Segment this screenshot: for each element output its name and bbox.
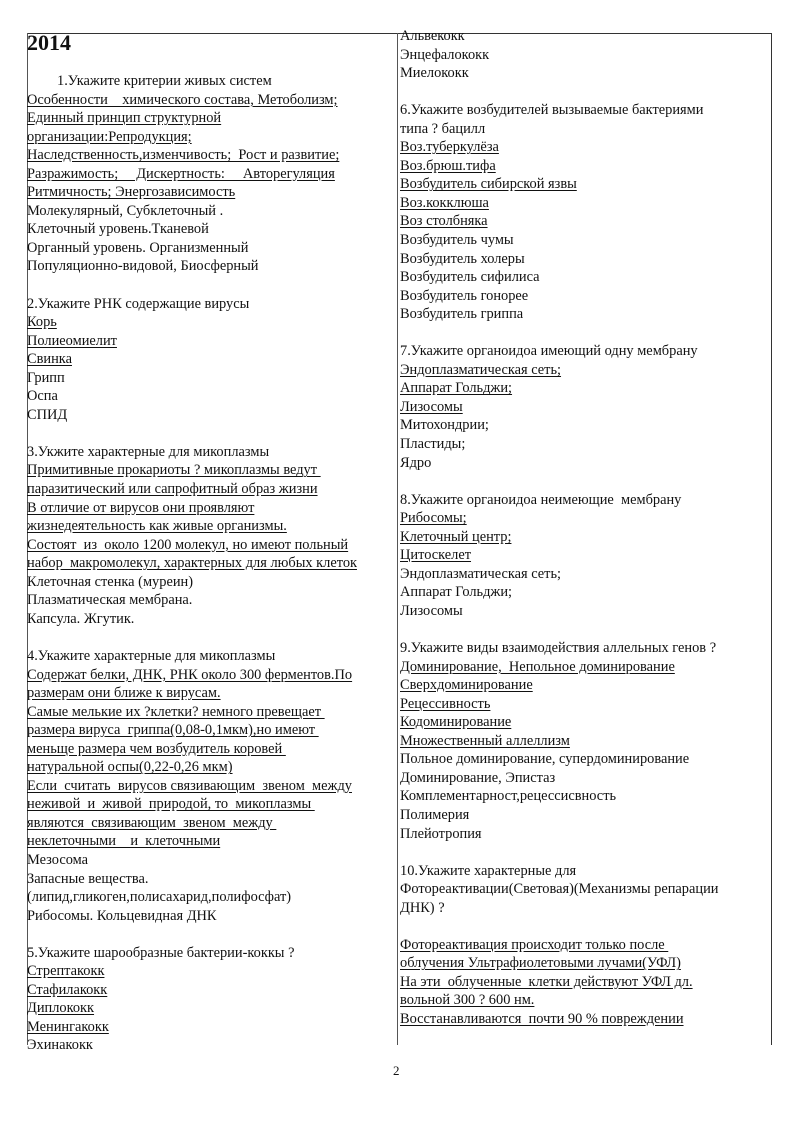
answer-line: Альвекокк bbox=[400, 28, 465, 44]
text-line bbox=[27, 1018, 397, 1037]
text-line bbox=[27, 387, 397, 406]
text-line bbox=[27, 907, 397, 926]
text-line bbox=[400, 862, 772, 881]
answer-line-underlined: Клеточный центр; bbox=[400, 528, 512, 545]
text-line bbox=[27, 647, 397, 666]
answer-line-underlined: являются связивающим звеном между bbox=[27, 814, 277, 831]
text-line bbox=[27, 703, 397, 722]
text-line bbox=[27, 499, 397, 518]
right-column bbox=[400, 27, 772, 1029]
answer-line: типа ? бацилл bbox=[400, 120, 486, 137]
question-heading: 3.Укжите характерные для микоплазмы bbox=[27, 443, 270, 460]
answer-line: Плейотропия bbox=[400, 825, 482, 842]
text-line bbox=[27, 777, 397, 796]
answer-line: Миелококк bbox=[400, 65, 469, 82]
answer-line: СПИД bbox=[27, 406, 68, 423]
text-line bbox=[400, 565, 772, 584]
answer-line: Возбудитель холеры bbox=[400, 250, 525, 267]
answer-line: Грипп bbox=[27, 369, 65, 386]
answer-line-underlined: Содержат белки, ДНК, РНК около 300 ферментов.По bbox=[27, 666, 353, 683]
text-line bbox=[27, 72, 397, 91]
answer-line: Аппарат Гольджи; bbox=[400, 584, 513, 601]
text-line bbox=[27, 981, 397, 1000]
answer-line: Пластиды; bbox=[400, 436, 466, 453]
text-line bbox=[400, 695, 772, 714]
answer-line-underlined: жизнедеятельность как живые организмы. bbox=[27, 518, 287, 535]
answer-line-underlined: Особенности химического состава, Метоболизм; bbox=[27, 91, 338, 108]
answer-line: Энцефалококк bbox=[400, 46, 490, 63]
answer-line-underlined: Доминирование, Непольное доминирование bbox=[400, 658, 675, 675]
answer-line-underlined: В отличие от вирусов они проявляют bbox=[27, 499, 255, 516]
text-line bbox=[27, 239, 397, 258]
answer-line: Фотореактивации(Световая)(Механизмы репарации bbox=[400, 881, 719, 898]
answer-line-underlined: организации:Репродукция; bbox=[27, 128, 192, 145]
text-line bbox=[400, 435, 772, 454]
blank-line bbox=[400, 843, 772, 862]
text-line bbox=[27, 554, 397, 573]
text-line bbox=[27, 832, 397, 851]
answer-line-underlined: паразитический или сапрофитный образ жизни bbox=[27, 481, 318, 498]
text-line bbox=[400, 287, 772, 306]
text-line bbox=[400, 769, 772, 788]
text-line bbox=[400, 676, 772, 695]
blank-line bbox=[27, 276, 397, 295]
text-line bbox=[27, 128, 397, 147]
answer-line-underlined: натуральной оспы(0,22-0,26 мкм) bbox=[27, 759, 233, 776]
question-heading: 2.Укажите РНК содержащие вирусы bbox=[27, 295, 250, 312]
text-line bbox=[400, 64, 772, 83]
answer-line: Клеточная стенка (муреин) bbox=[27, 573, 194, 590]
text-line bbox=[27, 443, 397, 462]
column-divider bbox=[397, 33, 398, 1045]
answer-line: Молекулярный, Субклеточный . bbox=[27, 202, 224, 219]
text-line bbox=[27, 183, 397, 202]
text-line bbox=[400, 787, 772, 806]
answer-line: Митохондрии; bbox=[400, 417, 489, 434]
answer-line-underlined: Наследственность,изменчивость; Рост и развитие; bbox=[27, 147, 340, 164]
answer-line-underlined: облучения Ультрафиолетовыми лучами(УФЛ) bbox=[400, 955, 681, 972]
answer-line-underlined: Менингакокк bbox=[27, 1018, 109, 1035]
text-line bbox=[400, 342, 772, 361]
answer-line-underlined: Рецессивность bbox=[400, 695, 491, 712]
blank-line bbox=[400, 472, 772, 491]
answer-line: Эхинакокк bbox=[27, 1037, 93, 1054]
question-heading: 1.Укажите критерии живых систем bbox=[57, 73, 272, 89]
answer-line: Возбудитель сифилиса bbox=[400, 269, 540, 286]
question-heading: 6.Укажите возбудителей вызываемые бактериями bbox=[400, 102, 704, 119]
answer-line-underlined: Полиеомиелит bbox=[27, 332, 117, 349]
answer-line: Лизосомы bbox=[400, 602, 463, 619]
text-line bbox=[400, 806, 772, 825]
answer-line-underlined: набор макромолекул, характерных для любых клеток bbox=[27, 555, 357, 572]
answer-line: ДНК) ? bbox=[400, 899, 445, 916]
question-heading: 4.Укажите характерные для микоплазмы bbox=[27, 647, 276, 664]
text-line bbox=[27, 536, 397, 555]
text-line bbox=[400, 602, 772, 621]
blank-line bbox=[400, 917, 772, 936]
answer-line-underlined: Аппарат Гольджи; bbox=[400, 380, 513, 397]
answer-line-underlined: размера вируса гриппа(0,08-0,1мкм),но имеют bbox=[27, 722, 319, 739]
answer-line-underlined: Состоят из около 1200 молекул, но имеют польный bbox=[27, 536, 349, 553]
answer-line: Органный уровень. Организменный bbox=[27, 239, 249, 256]
answer-line-underlined: меньще размера чем возбудитель коровей bbox=[27, 740, 286, 757]
text-line bbox=[400, 120, 772, 139]
text-line bbox=[27, 758, 397, 777]
answer-line-underlined: Разражимость; Дискертность: Авторегуляция bbox=[27, 165, 335, 182]
text-line bbox=[27, 591, 397, 610]
blank-line bbox=[27, 925, 397, 944]
answer-line-underlined: Воз.туберкулёза bbox=[400, 139, 499, 156]
text-line bbox=[400, 157, 772, 176]
answer-line-underlined: Единный принцип структурной bbox=[27, 110, 222, 127]
text-line bbox=[400, 138, 772, 157]
text-line bbox=[27, 851, 397, 870]
text-line bbox=[27, 740, 397, 759]
text-line bbox=[400, 825, 772, 844]
text-line bbox=[400, 528, 772, 547]
document-year: 2014 bbox=[27, 30, 71, 55]
text-line bbox=[27, 146, 397, 165]
text-line bbox=[400, 454, 772, 473]
blank-line bbox=[27, 628, 397, 647]
answer-line-underlined: Эндоплазматическая сеть; bbox=[400, 361, 562, 378]
answer-line: Плазматическая мембрана. bbox=[27, 592, 193, 609]
text-line bbox=[27, 870, 397, 889]
text-line bbox=[400, 379, 772, 398]
answer-line-underlined: неклеточными и клеточными bbox=[27, 833, 221, 850]
text-line bbox=[27, 666, 397, 685]
answer-line: Комплементарност,рецессисвность bbox=[400, 788, 617, 805]
answer-line-underlined: Диплококк bbox=[27, 1000, 95, 1017]
answer-line-underlined: Фотореактивация происходит только после bbox=[400, 936, 669, 953]
answer-line-underlined: Цитоскелет bbox=[400, 547, 472, 564]
answer-line: Возбудитель гриппа bbox=[400, 306, 524, 323]
text-line bbox=[27, 369, 397, 388]
text-line bbox=[400, 416, 772, 435]
answer-line: Рибосомы. Кольцевидная ДНК bbox=[27, 907, 217, 924]
answer-line: Польное доминирование, супердоминирование bbox=[400, 751, 690, 768]
answer-line-underlined: На эти облученные клетки действуют УФЛ дл. bbox=[400, 973, 693, 990]
text-line bbox=[27, 962, 397, 981]
answer-line: Популяционно-видовой, Биосферный bbox=[27, 258, 259, 275]
answer-line-underlined: Стафилакокк bbox=[27, 981, 108, 998]
answer-line-underlined: Сверхдоминирование bbox=[400, 677, 533, 694]
answer-line-underlined: Воз столбняка bbox=[400, 213, 488, 230]
text-line bbox=[27, 814, 397, 833]
text-line bbox=[400, 936, 772, 955]
text-line bbox=[400, 509, 772, 528]
answer-line-underlined: размерам они ближе к вирусам. bbox=[27, 685, 221, 702]
text-line bbox=[400, 546, 772, 565]
blank-line bbox=[400, 621, 772, 640]
text-line bbox=[400, 880, 772, 899]
answer-line-underlined: Стрептакокк bbox=[27, 963, 105, 980]
answer-line-underlined: Восстанавливаются почти 90 % повреждении bbox=[400, 1010, 684, 1027]
answer-line: Доминирование, Эпистаз bbox=[400, 769, 556, 786]
text-line bbox=[27, 350, 397, 369]
text-line bbox=[27, 202, 397, 221]
text-line bbox=[27, 109, 397, 128]
text-line bbox=[400, 361, 772, 380]
text-line bbox=[27, 257, 397, 276]
answer-line-underlined: Множественный аллеллизм bbox=[400, 732, 570, 749]
text-line bbox=[400, 101, 772, 120]
text-line bbox=[400, 194, 772, 213]
text-line bbox=[27, 406, 397, 425]
text-line bbox=[27, 944, 397, 963]
page-number: 2 bbox=[393, 1063, 400, 1078]
answer-line: Оспа bbox=[27, 388, 58, 405]
answer-line-underlined: Воз.брюш.тифа bbox=[400, 157, 496, 174]
text-line bbox=[400, 212, 772, 231]
answer-line: (липид,гликоген,полисахарид,полифосфат) bbox=[27, 889, 292, 906]
text-line bbox=[400, 398, 772, 417]
text-line bbox=[400, 250, 772, 269]
answer-line-underlined: Свинка bbox=[27, 351, 72, 368]
text-line bbox=[400, 658, 772, 677]
answer-line: Возбудитель чумы bbox=[400, 232, 514, 249]
text-line bbox=[27, 573, 397, 592]
answer-line: Запасные вещества. bbox=[27, 870, 149, 887]
text-line bbox=[27, 91, 397, 110]
text-line bbox=[27, 610, 397, 629]
text-line bbox=[400, 954, 772, 973]
answer-line-underlined: Корь bbox=[27, 314, 57, 331]
text-line bbox=[400, 268, 772, 287]
text-line bbox=[27, 721, 397, 740]
text-line bbox=[400, 1010, 772, 1029]
text-line bbox=[400, 899, 772, 918]
text-line bbox=[27, 480, 397, 499]
answer-line-underlined: Рибосомы; bbox=[400, 510, 467, 527]
answer-line-underlined: Лизосомы bbox=[400, 398, 463, 415]
text-line bbox=[27, 295, 397, 314]
question-heading: 5.Укажите шарообразные бактерии-коккы ? bbox=[27, 944, 295, 961]
answer-line: Мезосома bbox=[27, 851, 89, 868]
text-line bbox=[27, 461, 397, 480]
text-line bbox=[400, 991, 772, 1010]
text-line bbox=[400, 175, 772, 194]
text-line bbox=[400, 973, 772, 992]
answer-line-underlined: Ритмичность; Энергозависимость bbox=[27, 184, 236, 201]
text-line bbox=[27, 165, 397, 184]
question-heading: 8.Укажите органоидоа неимеющие мембрану bbox=[400, 491, 682, 508]
answer-line: Клеточный уровень.Тканевой bbox=[27, 221, 209, 238]
question-heading: 9.Укажите виды взаимодействия аллельных генов ? bbox=[400, 640, 717, 657]
text-line bbox=[27, 517, 397, 536]
answer-line-underlined: неживой и живой природой, то микоплазмы bbox=[27, 796, 315, 813]
text-line bbox=[27, 795, 397, 814]
text-line bbox=[400, 583, 772, 602]
answer-line-underlined: Возбудитель сибирской язвы bbox=[400, 176, 577, 193]
answer-line: Эндоплазматическая сеть; bbox=[400, 565, 562, 582]
text-line bbox=[400, 639, 772, 658]
text-line bbox=[400, 491, 772, 510]
blank-line bbox=[27, 424, 397, 443]
answer-line: Ядро bbox=[400, 454, 432, 471]
answer-line: Возбудитель гонорее bbox=[400, 287, 529, 304]
question-heading: 10.Укажите характерные для bbox=[400, 862, 577, 879]
text-line bbox=[400, 305, 772, 324]
text-line bbox=[27, 684, 397, 703]
blank-line bbox=[400, 324, 772, 343]
answer-line-underlined: Кодоминирование bbox=[400, 714, 512, 731]
text-line bbox=[400, 46, 772, 65]
text-line bbox=[27, 1036, 397, 1055]
answer-line-underlined: Самые мелькие их ?клетки? немного превещает bbox=[27, 703, 325, 720]
text-line bbox=[27, 999, 397, 1018]
answer-line: Капсула. Жгутик. bbox=[27, 610, 135, 627]
text-line bbox=[400, 27, 772, 46]
text-line bbox=[400, 713, 772, 732]
text-line bbox=[27, 332, 397, 351]
answer-line-underlined: Если считать вирусов связивающим звеном между bbox=[27, 777, 352, 794]
text-line bbox=[27, 888, 397, 907]
left-column bbox=[27, 72, 397, 1055]
answer-line: Полимерия bbox=[400, 806, 470, 823]
text-line bbox=[400, 231, 772, 250]
text-line bbox=[400, 732, 772, 751]
text-line bbox=[27, 220, 397, 239]
text-line bbox=[400, 750, 772, 769]
answer-line-underlined: вольной 300 ? 600 нм. bbox=[400, 992, 535, 1009]
blank-line bbox=[400, 83, 772, 102]
question-heading: 7.Укажите органоидоа имеющий одну мембрану bbox=[400, 343, 698, 360]
answer-line-underlined: Примитивные прокариоты ? микоплазмы ведут bbox=[27, 462, 321, 479]
text-line bbox=[27, 313, 397, 332]
answer-line-underlined: Воз.кокклюша bbox=[400, 194, 489, 211]
